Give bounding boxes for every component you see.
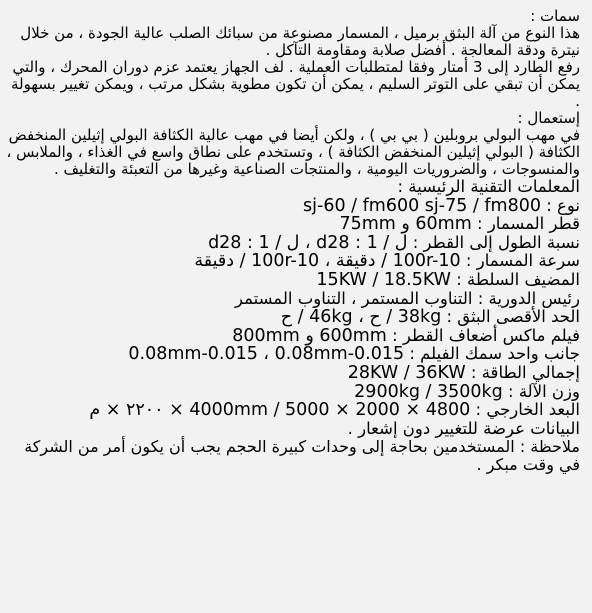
spec-label: رئيس الدورية : [477,288,580,308]
usage-text: في مهب البولي بروبلين ( بي بي ) ، ولكن أيضا في مهب عالية الكثافة البولي إثيلين المنخفض الكثافة ( البولي إثيلين المنخفض الكثافة ) ، وتستخدم على نطاق واسع في الغذاء ، والملابس ، والمنسوجات ، والضروريات اليومية ، والمنتجات الصناعية وغيرها من التعبئة والتغليف . [6,126,580,178]
spec-row-max-extrusion [6,308,580,327]
spec-row-machine-weight [6,383,580,402]
spec-label: فيلم ماكس أضعاف القطر : [392,325,580,345]
features-text-lift: رفع الطارد إلى 3 أمتار وفقا لمتطلبات العملية . لف الجهاز يعتمد عزم دوران المحرك ، والتي يمكن أن تبقي على التوتر السليم ، يمكن أن تكون مطوية بشكل مرتب ، ويمكن تغيير بسهولة . [10,58,580,110]
spec-value: 100r-10 / دقيقة ، 100r-10 / دقيقة [194,251,461,272]
spec-row-host-power [6,271,580,290]
spec-row-outer-dimension [6,401,580,420]
spec-label: نسبة الطول إلى القطر : [412,232,580,252]
spec-label: قطر المسمار : [477,214,580,234]
spec-value: 15KW / 18.5KW [316,269,451,290]
spec-label: جانب واحد سمك الفيلم : [409,344,580,364]
spec-value: 28KW / 36KW [347,362,466,383]
spec-label: المضيف السلطة : [456,269,580,289]
spec-row-length-ratio [6,234,580,253]
spec-value: 4800 × 2000 × 4000mm / 5000 × ٢٢٠٠ × م [89,400,471,421]
spec-row-type [6,197,580,216]
notice-text: البيانات عرضة للتغيير دون إشعار . [347,418,580,438]
specs-list [6,197,580,420]
spec-value: sj-60 / fm600 sj-75 / fm800 [303,195,541,216]
spec-label: البعد الخارجي : [475,400,580,420]
spec-value: التناوب المستمر ، التناوب المستمر [234,288,473,308]
spec-row-screw-speed [6,252,580,271]
spec-row-film-fold-diameter [6,327,580,346]
spec-row-head-rotation [6,290,580,309]
spec-value: 60mm و 75mm [339,214,472,235]
spec-row-film-thickness [6,345,580,364]
spec-label: الحد الأقصى البثق : [446,307,580,327]
usage-heading: إستعمال : [517,109,580,127]
spec-label: نوع : [546,195,580,215]
spec-value: 600mm و 800mm [232,325,387,346]
features-heading: سمات : [530,7,580,25]
spec-label: إجمالي الطاقة : [470,362,580,382]
features-text: هذا النوع من آلة البثق برميل ، المسمار مصنوعة من سبائك الصلب عالية الجودة ، من خلال نيترة ودقة المعالجة . أفضل صلابة ومقاومة التآكل . [20,24,580,59]
spec-label: وزن الآلة : [508,381,580,401]
spec-row-total-power [6,364,580,383]
order-note: ملاحظة : المستخدمين بحاجة إلى وحدات كبيرة الحجم يجب أن يكون أمر من الشركة في وقت مبكر . [24,437,580,475]
spec-value: 0.015-0.08mm-0.015 ، 0.08mm [128,344,405,365]
spec-label: سرعة المسمار : [465,251,580,271]
spec-value: 2900kg / 3500kg [354,381,503,402]
spec-row-screw-diameter [6,215,580,234]
specs-heading: المعلمات التقنية الرئيسية : [397,177,580,196]
spec-value: 38kg / ح ، 46kg / ح [280,307,442,328]
spec-value: ل / 1 : d28 ، ل / 1 : d28 [208,232,408,253]
